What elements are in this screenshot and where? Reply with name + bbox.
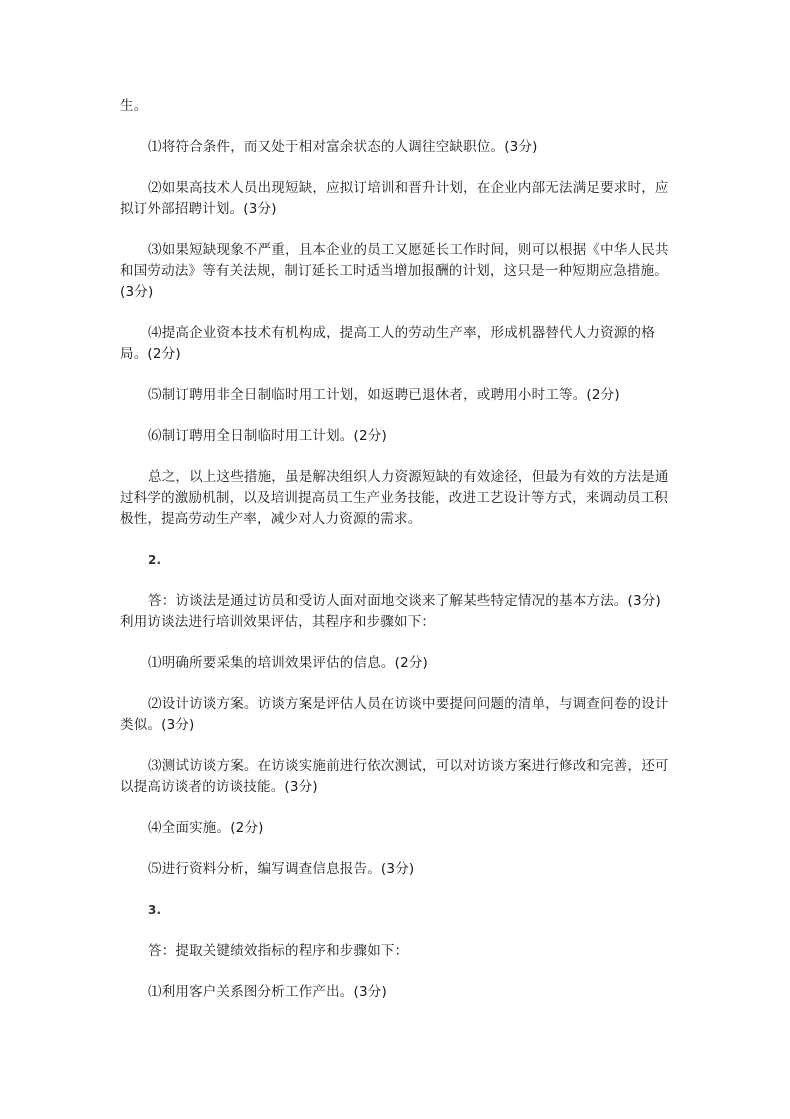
paragraph-continuation: 生。: [120, 98, 148, 114]
document-page: [120, 96, 672, 1023]
answer-2-step-3: ⑶测试访谈方案。在访谈实施前进行依次测试，可以对访谈方案进行修改和完善，还可以提高访谈者的访谈技能。(3分): [120, 758, 669, 795]
paragraph-measure-5: ⑸制订聘用非全日制临时用工计划，如返聘已退休者，或聘用小时工等。(2分): [148, 387, 620, 403]
answer-2-step-4: ⑷全面实施。(2分): [148, 820, 264, 836]
answer-3-intro: 答：提取关键绩效指标的程序和步骤如下：: [148, 943, 409, 959]
answer-3-step-1: ⑴利用客户关系图分析工作产出。(3分): [148, 984, 387, 1000]
paragraph-measure-2: ⑵如果高技术人员出现短缺，应拟订培训和晋升计划，在企业内部无法满足要求时，应拟订外部招聘计划。(3分): [120, 180, 669, 217]
paragraph-measure-3: ⑶如果短缺现象不严重，且本企业的员工又愿延长工作时间，则可以根据《中华人民共和国劳动法》等有关法规，制订延长工时适当增加报酬的计划，这只是一种短期应急措施。(3分): [120, 242, 669, 300]
answer-2-step-2: ⑵设计访谈方案。访谈方案是评估人员在访谈中要提问问题的清单，与调查问卷的设计类似。(3分): [120, 696, 669, 733]
paragraph-summary: 总之，以上这些措施，虽是解决组织人力资源短缺的有效途径，但最为有效的方法是通过科学的激励机制，以及培训提高员工生产业务技能，改进工艺设计等方式，来调动员工积极性，提高劳动生产率，减少对人力资源的需求。: [120, 469, 669, 527]
paragraph-measure-1: ⑴将符合条件，而又处于相对富余状态的人调往空缺职位。(3分): [148, 139, 538, 155]
answer-2-intro: 答：访谈法是通过访员和受访人面对面地交谈来了解某些特定情况的基本方法。(3分)利用访谈法进行培训效果评估，其程序和步骤如下：: [120, 593, 661, 630]
paragraph-measure-4: ⑷提高企业资本技术有机构成，提高工人的劳动生产率，形成机器替代人力资源的格局。(2分): [120, 325, 655, 362]
question-number-3: 3.: [148, 903, 162, 917]
question-number-2: 2.: [148, 553, 162, 567]
answer-2-step-1: ⑴明确所要采集的培训效果评估的信息。(2分): [148, 655, 429, 671]
answer-2-step-5: ⑸进行资料分析，编写调查信息报告。(3分): [148, 861, 415, 877]
paragraph-measure-6: ⑹制订聘用全日制临时用工计划。(2分): [148, 428, 387, 444]
